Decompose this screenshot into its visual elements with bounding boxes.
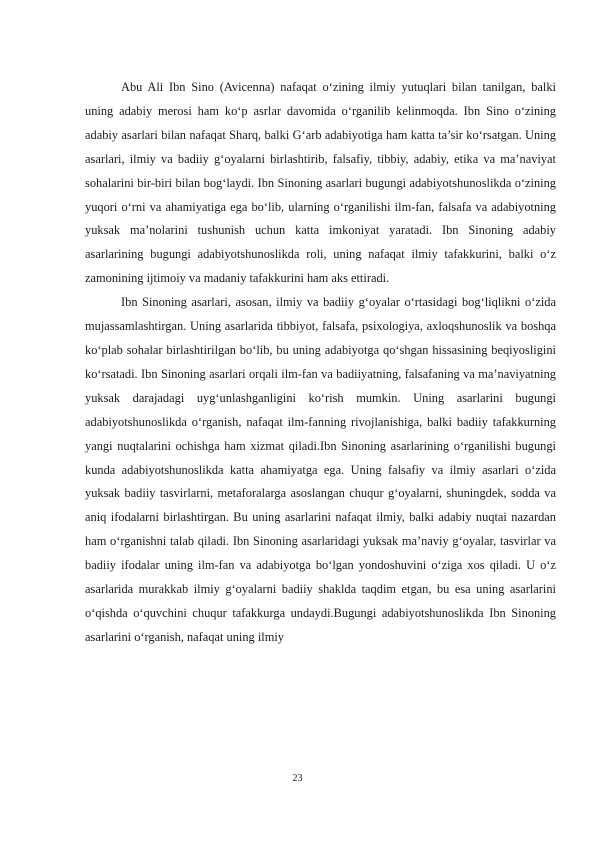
paragraph-1: Abu Ali Ibn Sino (Avicenna) nafaqat o‘zining ilmiy yutuqlari bilan tanilgan, balki uning adabiy merosi ham ko‘p asrlar davomida o‘rganilib kelinmoqda. Ibn Sino o‘zining adabiy asarlari bilan nafaqat Sharq, balki G‘arb adabiyotiga ham katta ta’sir ko‘rsatgan. Uning asarlari, ilmiy va badiiy g‘oyalarni birlashtirib, falsafiy, tibbiy, adabiy, etika va ma’naviyat sohalarini bir-biri bilan bog‘laydi. Ibn Sinoning asarlari bugungi adabiyotshunoslikda o‘zining yuqori o‘rni va ahamiyatiga ega bo‘lib, ularning o‘rganilishi ilm-fan, falsafa va adabiyotning yuksak ma’nolarini tushunish uchun katta imkoniyat yaratadi. Ibn Sinoning adabiy asarlarining bugungi adabiyotshunoslikda roli, uning nafaqat ilmiy tafakkurini, balki o‘z zamonining ijtimoiy va madaniy tafakkurini ham aks ettiradi. [85,80,556,286]
paragraph-2: Ibn Sinoning asarlari, asosan, ilmiy va badiiy g‘oyalar o‘rtasidagi bog‘liqlikni o‘zida mujassamlashtirgan. Uning asarlarida tibbiyot, falsafa, psixologiya, axloqshunoslik va boshqa ko‘plab sohalar birlashtirilgan bo‘lib, bu uning adabiyotga qo‘shgan hissasining beqiyosligini ko‘rsatadi. Ibn Sinoning asarlari orqali ilm-fan va badiiyatning, falsafaning va ma’naviyatning yuksak darajadagi uyg‘unlashganligini ko‘rish mumkin. Uning asarlarini bugungi adabiyotshunoslikda o‘rganish, nafaqat ilm-fanning rivojlanishiga, balki badiiy tafakkurning yangi nuqtalarini ochishga ham xizmat qiladi.Ibn Sinoning asarlarining o‘rganilishi bugungi kunda adabiyotshunoslikda katta ahamiyatga ega. Uning falsafiy va ilmiy asarlari o‘zida yuksak badiiy tasvirlarni, metaforalarga asoslangan chuqur g‘oyalarni, shuningdek, sodda va aniq ifodalarni birlashtirgan. Bu uning asarlarini nafaqat ilmiy, balki adabiy nuqtai nazardan ham o‘rganishni talab qiladi. Ibn Sinoning asarlaridagi yuksak ma’naviy g‘oyalar, tasvirlar va badiiy ifodalar uning ilm-fan va adabiyotga bo‘lgan yondoshuvini o‘ziga xos qiladi. U o‘z asarlarida murakkab ilmiy g‘oyalarni badiiy shaklda taqdim etgan, bu esa uning asarlarini o‘qishda o‘quvchini chuqur tafakkurga undaydi.Bugungi adabiyotshunoslikda Ibn Sinoning asarlarini o‘rganish, nafaqat uning ilmiy [85,295,556,644]
body-text [85,76,556,650]
page-number: 23 [292,773,303,784]
